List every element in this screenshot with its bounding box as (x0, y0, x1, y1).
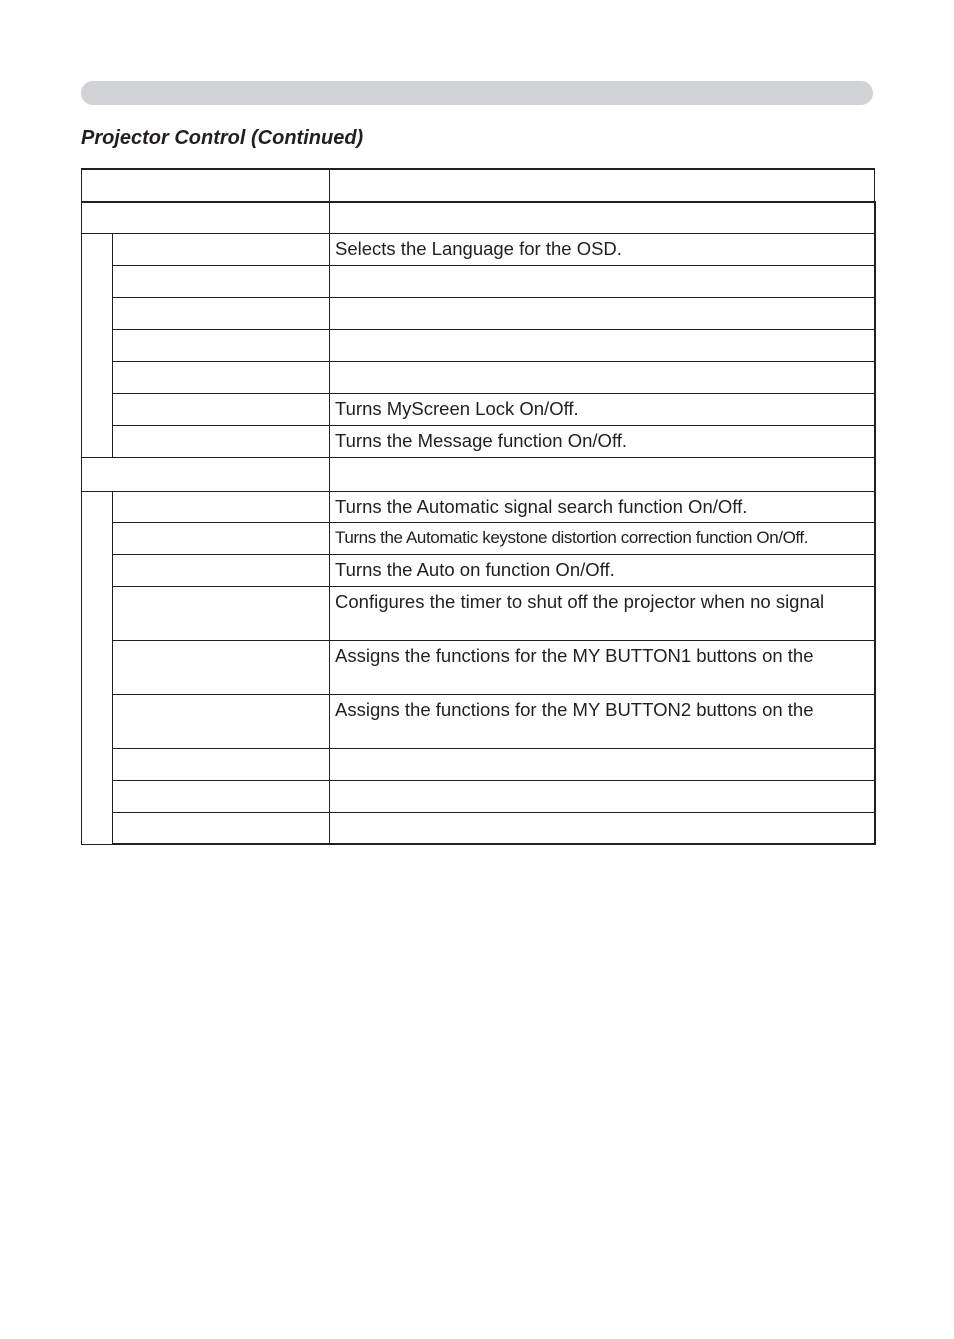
section-title: Projector Control (Continued) (81, 127, 364, 149)
header-item-cell (82, 169, 330, 202)
table-row (82, 361, 875, 393)
table-row (82, 554, 875, 586)
item-cell (113, 297, 330, 329)
item-cell (113, 694, 330, 748)
table-row (82, 522, 875, 554)
group-row (82, 457, 875, 491)
item-cell (113, 780, 330, 812)
projector-control-table (81, 168, 876, 845)
description-cell (330, 265, 875, 297)
table-row (82, 748, 875, 780)
description-cell (330, 361, 875, 393)
description-cell (330, 748, 875, 780)
table-row (82, 586, 875, 640)
item-cell (113, 586, 330, 640)
table-row (82, 265, 875, 297)
indent-cell (82, 694, 113, 748)
group-description-cell (330, 202, 875, 233)
indent-cell (82, 586, 113, 640)
table-row (82, 491, 875, 522)
indent-cell (82, 780, 113, 812)
item-cell (113, 361, 330, 393)
item-cell (113, 554, 330, 586)
item-cell (113, 233, 330, 265)
item-cell (113, 748, 330, 780)
indent-cell (82, 265, 113, 297)
item-cell (113, 522, 330, 554)
group-description-cell (330, 457, 875, 491)
header-bar (81, 81, 873, 105)
table-row (82, 812, 875, 844)
item-cell (113, 393, 330, 425)
table-row (82, 297, 875, 329)
indent-cell (82, 233, 113, 265)
indent-cell (82, 361, 113, 393)
description-cell (330, 812, 875, 844)
table-row (82, 393, 875, 425)
indent-cell (82, 522, 113, 554)
item-cell (113, 265, 330, 297)
description-cell: Selects the Language for the OSD. (330, 233, 875, 265)
indent-cell (82, 393, 113, 425)
header-description-cell (330, 169, 875, 202)
table-header-row (82, 169, 875, 202)
item-cell (113, 425, 330, 457)
description-cell (330, 329, 875, 361)
indent-cell (82, 297, 113, 329)
table-row (82, 233, 875, 265)
indent-cell (82, 425, 113, 457)
item-cell (113, 491, 330, 522)
description-cell (330, 780, 875, 812)
indent-cell (82, 554, 113, 586)
description-cell: Turns the Message function On/Off. (330, 425, 875, 457)
indent-cell (82, 640, 113, 694)
table-row (82, 640, 875, 694)
group-name-cell (82, 457, 330, 491)
description-cell: Turns the Automatic signal search function On/Off. (330, 491, 875, 522)
description-cell: Turns MyScreen Lock On/Off. (330, 393, 875, 425)
indent-cell (82, 329, 113, 361)
group-name-cell (82, 202, 330, 233)
description-cell: Assigns the functions for the MY BUTTON1 buttons on the (330, 640, 875, 694)
table-row (82, 694, 875, 748)
table-row (82, 425, 875, 457)
indent-cell (82, 812, 113, 844)
item-cell (113, 812, 330, 844)
indent-cell (82, 748, 113, 780)
description-cell (330, 297, 875, 329)
item-cell (113, 329, 330, 361)
indent-cell (82, 491, 113, 522)
description-cell: Assigns the functions for the MY BUTTON2 buttons on the (330, 694, 875, 748)
description-cell: Turns the Automatic keystone distortion correction function On/Off. (330, 522, 875, 554)
description-cell: Configures the timer to shut off the projector when no signal (330, 586, 875, 640)
table-row (82, 780, 875, 812)
group-row (82, 202, 875, 233)
item-cell (113, 640, 330, 694)
description-cell: Turns the Auto on function On/Off. (330, 554, 875, 586)
table-row (82, 329, 875, 361)
